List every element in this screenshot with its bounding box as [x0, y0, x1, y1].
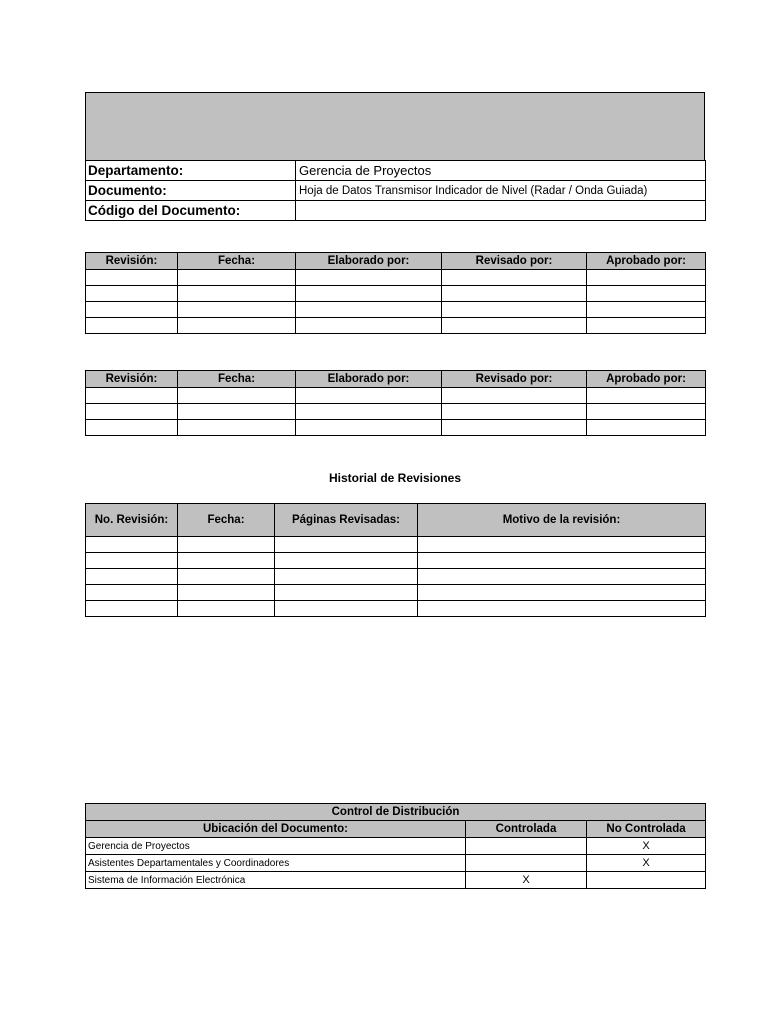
history-header-row: [86, 504, 706, 537]
col-revisado: Revisado por:: [442, 253, 587, 270]
table-row: [86, 388, 706, 404]
table-row: [86, 404, 706, 420]
table-row: [86, 318, 706, 334]
approval-header-row: [86, 371, 706, 388]
col-no-revision: No. Revisión:: [86, 504, 178, 537]
col-fecha: Fecha:: [178, 253, 296, 270]
table-row: [86, 302, 706, 318]
col-elaborado: Elaborado por:: [296, 253, 442, 270]
distribution-title: Control de Distribución: [86, 804, 706, 821]
documento-label: Documento:: [86, 181, 296, 201]
table-row: [86, 569, 706, 585]
header-info-table: [85, 160, 706, 221]
distribution-control-table: [85, 803, 706, 889]
codigo-row: [86, 201, 706, 221]
col-controlada: Controlada: [466, 821, 587, 838]
documento-row: [86, 181, 706, 201]
uncontrolled-mark: [587, 872, 706, 889]
uncontrolled-mark: X: [587, 838, 706, 855]
table-row: [86, 838, 706, 855]
col-no-controlada: No Controlada: [587, 821, 706, 838]
table-row: [86, 420, 706, 436]
distribution-title-row: [86, 804, 706, 821]
col-aprobado: Aprobado por:: [587, 253, 706, 270]
table-row: [86, 537, 706, 553]
location-cell: Sistema de Información Electrónica: [86, 872, 466, 889]
table-row: [86, 601, 706, 617]
col-aprobado: Aprobado por:: [587, 371, 706, 388]
col-revision: Revisión:: [86, 253, 178, 270]
document-header: [85, 92, 705, 221]
uncontrolled-mark: X: [587, 855, 706, 872]
col-fecha: Fecha:: [178, 371, 296, 388]
controlled-mark: X: [466, 872, 587, 889]
table-row: [86, 872, 706, 889]
location-cell: Asistentes Departamentales y Coordinadores: [86, 855, 466, 872]
controlled-mark: [466, 855, 587, 872]
col-paginas: Páginas Revisadas:: [275, 504, 418, 537]
approval-header-row: [86, 253, 706, 270]
col-fecha: Fecha:: [178, 504, 275, 537]
departamento-row: [86, 161, 706, 181]
departamento-label: Departamento:: [86, 161, 296, 181]
codigo-value: [296, 201, 706, 221]
location-cell: Gerencia de Proyectos: [86, 838, 466, 855]
revision-history-table: [85, 503, 706, 617]
table-row: [86, 286, 706, 302]
history-title: Historial de Revisiones: [328, 471, 462, 485]
table-row: [86, 553, 706, 569]
documento-value: Hoja de Datos Transmisor Indicador de Nivel (Radar / Onda Guiada): [296, 181, 706, 201]
col-revision: Revisión:: [86, 371, 178, 388]
table-row: [86, 270, 706, 286]
table-row: [86, 855, 706, 872]
distribution-header-row: [86, 821, 706, 838]
approval-table-1: [85, 252, 706, 334]
col-elaborado: Elaborado por:: [296, 371, 442, 388]
codigo-label: Código del Documento:: [86, 201, 296, 221]
table-row: [86, 585, 706, 601]
col-ubicacion: Ubicación del Documento:: [86, 821, 466, 838]
approval-table-2: [85, 370, 706, 436]
departamento-value: Gerencia de Proyectos: [296, 161, 706, 181]
header-banner: [85, 92, 705, 160]
col-revisado: Revisado por:: [442, 371, 587, 388]
controlled-mark: [466, 838, 587, 855]
col-motivo: Motivo de la revisión:: [418, 504, 706, 537]
